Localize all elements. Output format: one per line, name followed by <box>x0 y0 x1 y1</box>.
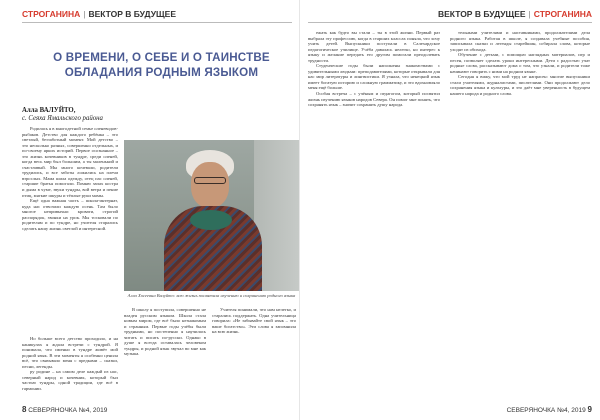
left-footer <box>22 405 107 414</box>
left-runner: СТРОГАНИНА | ВЕКТОР В БУДУЩЕЕ <box>22 9 176 19</box>
paragraph: Особая встреча – с учёным и педагогом, который посвятил жизнь изучению языков народов Севера. Он помог мне понять, что сохранять язык – значит сохранять душу народа. <box>308 91 440 108</box>
paragraph: Родилась я в многодетной семье оленеводов-рыбаков. Детство для каждого ребёнка – это светлый, беззаботный момент. Мой детство – это несколько разных, совершенно отдельных, и по-своему ярких историй. Первое осознанное – это жизнь кочевников в тундре, среди оленей, когда весь мир был большим, а ты маленький и счастливый. Мы много кочевали, родители трудились, и все заботы ложились на плечи взрослых. Мама шила одежду, отец пас оленей, старшие братья помогали. Помню запах костра и дыма в чуме, звуки тундры, вой ветра и пение птиц, мягкие шкуры и тёплые руки мамы. <box>22 126 118 198</box>
left-column-3a <box>124 307 206 402</box>
paragraph: Сегодня я вижу, что мой труд не напрасен: многие выпускники стали учителями, журналистами, писателями. Они продолжают дело сохранения языка и культуры, и это даёт мне уверенность в будущем нашего народа и родного слова. <box>450 74 590 97</box>
author-name: Алла ВАЛУЙТО, <box>22 107 76 114</box>
left-column-2 <box>22 336 118 402</box>
left-column-1 <box>22 126 118 330</box>
left-column-3b <box>212 307 296 402</box>
right-column-2 <box>450 30 590 400</box>
paragraph: тельными учителями и наставниками, продолжателями дела родного языка. Работая в школе, я создавала учебные пособия, записывала сказки и легенды старейшин, собирала слова, которые уходят из обихода. <box>450 30 590 52</box>
author-block <box>22 107 103 123</box>
paragraph: Обучение с детьми, с помощью наглядных материалов, игр и песен, позволяет сделать уроки интересными. Дети с радостью учат родные слова, рассказывают дома о том, что узнали, и родители тоже начинают говорить с ними на родном языке. <box>450 52 590 74</box>
left-page-number: 8 <box>22 405 27 414</box>
left-runner-section: СТРОГАНИНА <box>22 9 81 19</box>
right-runner-section: СТРОГАНИНА <box>533 9 592 19</box>
paragraph: Но больше всего детство проходило, и на каникулах я ждала встречи с тундрой. Я понимала, что именно в тундре живёт мой родной язык. В эти моменты я особенно ценила всё, что связывало меня с предками – сказки, песни, легенды. <box>22 336 118 369</box>
paragraph: Учителя понимали, что нам нелегко, и старались поддержать. Одна учительница говорила: «Не забывайте свой язык – это ваше богатство». Эти слова я запомнила на всю жизнь. <box>212 307 296 335</box>
right-runner: ВЕКТОР В БУДУЩЕЕ | СТРОГАНИНА <box>438 9 592 19</box>
paragraph: ежать как будто вы стали – ты в этой жизни. Первый раз выбрала эту профессию, когда в старших классах поняла, что хочу учить детей. Выпускники поступали в Салехардское педагогическое училище. Учёба давалась нелегко, но интерес к языку и желание передать его другим помогали преодолевать трудности. <box>308 30 440 63</box>
right-header-rule <box>308 22 592 23</box>
paragraph: ру родине – на самом деле каждый из нас, северный народ и кочевник, который был частью тундры, одной традиции, где всё в гармонии. <box>22 369 118 391</box>
right-page-number: 9 <box>587 405 592 414</box>
paragraph: В школу я поступила, совершенно не владея русским языком. Школа стала новым миром, где всё было незнакомым и странным. Первые годы учёбы были трудными, но постепенно я научилась читать и писать по-русски. Однако в душе я всегда оставалась человеком тундры, и родной язык звучал во мне как музыка. <box>124 307 206 357</box>
article-headline: О ВРЕМЕНИ, О СЕБЕ И О ТАИНСТВЕ ОБЛАДАНИЯ РОДНЫМ ЯЗЫКОМ <box>53 51 270 79</box>
left-runner-rubric: ВЕКТОР В БУДУЩЕЕ <box>88 9 176 19</box>
left-header-rule <box>22 22 292 23</box>
paragraph: Студенческие годы были наполнены знакомствами с удивительными людьми: преподавателями, которые открывали для нас мир литературы и лингвистики. Я узнала, что ненецкий язык имеет богатую историю и сложную грамматику, и это вдохновляло меня ещё больше. <box>308 63 440 91</box>
right-footer <box>507 405 592 414</box>
right-column-1 <box>308 30 440 400</box>
right-footer-issue: СЕВЕРЯНОЧКА №4, 2019 <box>506 407 586 414</box>
right-runner-rubric: ВЕКТОР В БУДУЩЕЕ <box>438 9 526 19</box>
right-page <box>300 0 600 420</box>
paragraph: Ещё одна важная часть – школа-интернат, куда нас отвозили каждую осень. Там было многое непривычно: кровати, строгий распорядок, звонки на урок. Мы тосковали по родителям и по тундре, но учителя старались сделать нашу жизнь светлой и интересной. <box>22 198 118 231</box>
photo-caption: Алла Хосеевна Валуйто: всю жизнь посвятила изучению и сохранению родного языка <box>127 293 296 298</box>
left-footer-issue: СЕВЕРЯНОЧКА №4, 2019 <box>28 407 108 414</box>
portrait-photo <box>124 140 299 291</box>
author-place: с. Сеяха Ямальского района <box>22 115 103 122</box>
